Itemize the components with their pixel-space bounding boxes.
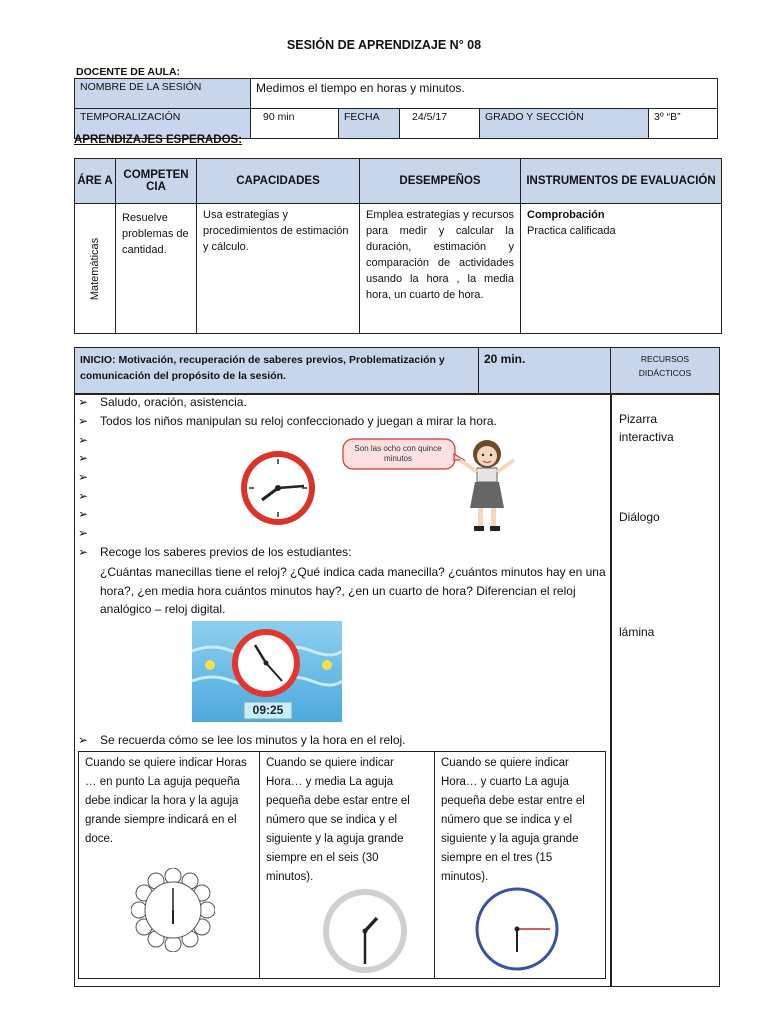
capacidades-cell: Usa estrategias y procedimientos de estimación y cálculo.	[197, 204, 360, 334]
bullet-empty	[78, 524, 100, 543]
blue-clock-icon	[474, 886, 560, 972]
digital-time: 09:25	[252, 703, 284, 717]
red-clock-icon	[238, 448, 318, 528]
bullet-line-3	[78, 543, 351, 562]
lectura-reloj-table	[78, 751, 606, 979]
header-desempenos: DESEMPEÑOS	[360, 159, 521, 204]
page-title: SESIÓN DE APRENDIZAJE N° 08	[286, 38, 482, 52]
header-instrumentos: INSTRUMENTOS DE EVALUACIÓN	[521, 159, 722, 204]
recursos-header	[610, 347, 720, 395]
grado-label: GRADO Y SECCIÓN	[480, 109, 649, 139]
arrow-bullet-icon: ➢	[78, 526, 89, 540]
arrow-bullet-icon: ➢	[78, 395, 89, 409]
recurso-dialogo: Diálogo	[619, 510, 660, 524]
area-text: Matemáticas	[89, 237, 101, 300]
bullet-empty	[78, 449, 100, 468]
bullet-3-text: Recoge los saberes previos de los estudiantes:	[100, 545, 352, 559]
arrow-bullet-icon: ➢	[78, 433, 89, 447]
bullet-4-text: Se recuerda cómo se lee los minutos y la hora en el reloj.	[100, 733, 406, 747]
inicio-minutes: 20 min.	[484, 352, 526, 366]
col-y-media-text: Cuando se quiere indicar Hora… y media La aguja pequeña debe estar entre el número que se indica y el siguiente y la aguja grande siempre en el seis (30 minutos).	[266, 757, 410, 883]
question-text: ¿Cuántas manecillas tiene el reloj? ¿Qué indica cada manecilla? ¿cuántos minutos hay en una hora?, ¿en media hora cuántos minutos hay?, ¿en un cuarto de hora? Diferencian el reloj analógico – reloj digital.	[100, 565, 606, 616]
bullet-empty	[78, 468, 100, 487]
bullet-empty	[78, 505, 100, 524]
arrow-bullet-icon: ➢	[78, 414, 89, 428]
arrow-bullet-icon: ➢	[78, 545, 89, 559]
info-table	[74, 78, 718, 139]
nombre-label: NOMBRE DE LA SESIÓN	[75, 79, 251, 109]
flower-clock-icon	[131, 868, 215, 952]
gray-clock-icon	[319, 888, 411, 974]
aprendizajes-label: APRENDIZAJES ESPERADOS:	[74, 134, 243, 146]
header-competencia: COMPETEN CIA	[116, 159, 197, 204]
area-cell	[75, 204, 116, 334]
instrumento-2: Practica calificada	[527, 225, 616, 237]
desempenos-cell: Emplea estrategias y recursos para medir y calcular la duración, estimación y comparación de actividades usando la hora , la media hora, un cuarto de hora.	[360, 204, 521, 334]
arrow-bullet-icon: ➢	[78, 451, 89, 465]
bullet-1-text: Saludo, oración, asistencia.	[100, 395, 247, 409]
arrow-bullet-icon: ➢	[78, 507, 89, 521]
recursos-column	[610, 393, 720, 987]
bullet-line-1	[78, 393, 247, 412]
header-area: ÁRE A	[75, 159, 116, 204]
recurso-lamina: lámina	[619, 625, 655, 639]
arrow-bullet-icon: ➢	[78, 470, 89, 484]
instrumentos-cell	[521, 204, 722, 334]
bullet-empty	[78, 431, 100, 450]
bullet-empty	[78, 487, 100, 506]
instrumento-1: Comprobación	[527, 209, 605, 221]
temporalizacion-value: 90 min	[251, 109, 339, 139]
fecha-value: 24/5/17	[400, 109, 480, 139]
arrow-bullet-icon: ➢	[78, 733, 89, 747]
bullet-line-4	[78, 731, 406, 750]
nombre-value: Medimos el tiempo en horas y minutos.	[251, 79, 718, 109]
speech-text: Son las ocho con quince minutos	[354, 444, 442, 463]
recursos-label: RECURSOS DIDÁCTICOS	[638, 354, 692, 378]
bullet-2-text: Todos los niños manipulan su reloj confeccionado y juegan a mirar la hora.	[100, 414, 497, 428]
col-y-cuarto-text: Cuando se quiere indicar Hora… y cuarto La aguja pequeña debe estar entre el número que se indica y el siguiente y la aguja grande siempre en el tres (15 minutos).	[441, 757, 585, 883]
arrow-bullet-icon: ➢	[78, 489, 89, 503]
girl-illustration-icon	[452, 436, 522, 536]
competencias-table	[74, 158, 722, 334]
temporalizacion-label: TEMPORALIZACIÓN	[75, 109, 251, 139]
inicio-header-divider	[478, 347, 479, 393]
clock-lamina	[192, 621, 342, 722]
bullet-line-2	[78, 412, 497, 431]
competencia-cell: Resuelve problemas de cantidad.	[116, 204, 197, 334]
header-capacidades: CAPACIDADES	[197, 159, 360, 204]
inicio-header-text: INICIO: Motivación, recuperación de saberes previos, Problematización y comunicación del propósito de la sesión.	[80, 354, 445, 382]
grado-value: 3º “B”	[649, 109, 718, 139]
col-en-punto-text: Cuando se quiere indicar Horas … en punto La aguja pequeña debe indicar la hora y la aguja grande siempre indicará en el doce.	[85, 757, 247, 845]
fecha-label: FECHA	[339, 109, 400, 139]
docente-label: DOCENTE DE AULA:	[76, 66, 181, 78]
recurso-pizarra: Pizarra interactiva	[619, 412, 674, 444]
